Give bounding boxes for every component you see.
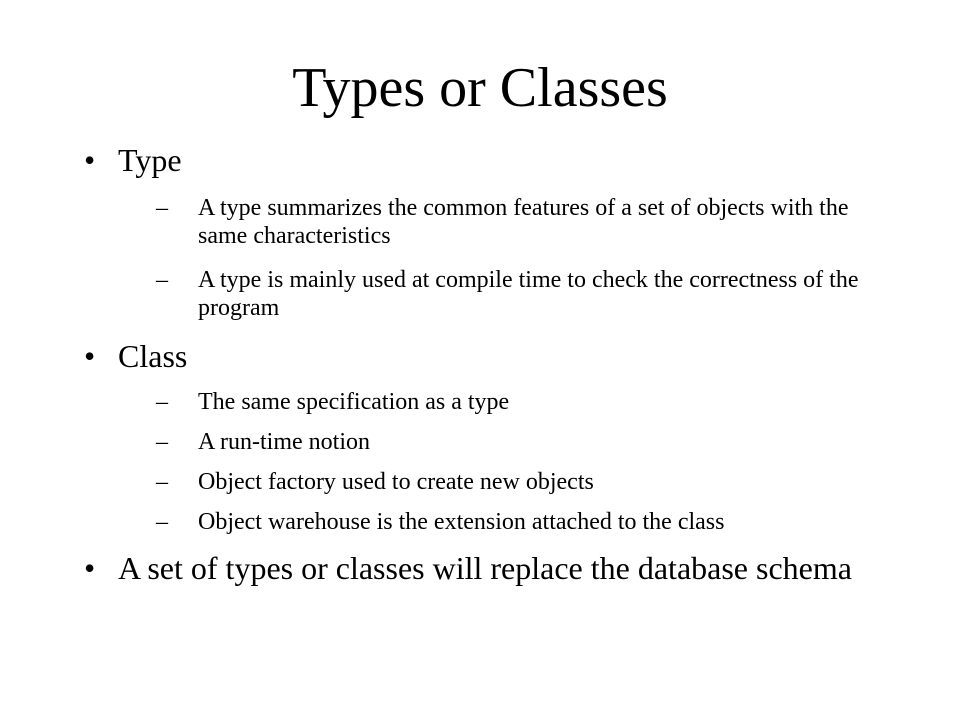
- sub-bullet-text: Object factory used to create new objects: [198, 469, 594, 495]
- bullet-item-schema: [80, 550, 880, 586]
- sub-bullet-item: [156, 388, 880, 416]
- sub-bullet-item: [156, 468, 880, 496]
- bullet-text: Class: [118, 338, 188, 374]
- sub-bullet-text: A type is mainly used at compile time to check the correctness of the program: [198, 267, 859, 321]
- bullet-glyph: •: [84, 338, 96, 374]
- slide-content: [80, 142, 880, 586]
- sub-bullet-item: [156, 194, 880, 250]
- dash-glyph: –: [156, 389, 168, 415]
- bullet-item-type: [80, 142, 880, 178]
- sub-bullet-item: [156, 428, 880, 456]
- sub-bullet-text: A type summarizes the common features of a set of objects with the same characteristics: [198, 195, 849, 249]
- dash-glyph: –: [156, 429, 168, 455]
- bullet-item-class: [80, 338, 880, 374]
- dash-glyph: –: [156, 195, 168, 221]
- dash-glyph: –: [156, 267, 168, 293]
- slide-title: Types or Classes: [292, 57, 668, 119]
- sub-bullet-item: [156, 508, 880, 536]
- sub-bullet-text: The same specification as a type: [198, 389, 510, 415]
- bullet-text: A set of types or classes will replace the database schema: [118, 550, 852, 586]
- bullet-glyph: •: [84, 142, 96, 178]
- sub-bullet-text: A run-time notion: [198, 429, 370, 455]
- dash-glyph: –: [156, 469, 168, 495]
- sub-bullet-item: [156, 266, 880, 322]
- bullet-text: Type: [118, 142, 182, 178]
- dash-glyph: –: [156, 509, 168, 535]
- bullet-glyph: •: [84, 550, 96, 586]
- sub-bullet-text: Object warehouse is the extension attached to the class: [198, 509, 725, 535]
